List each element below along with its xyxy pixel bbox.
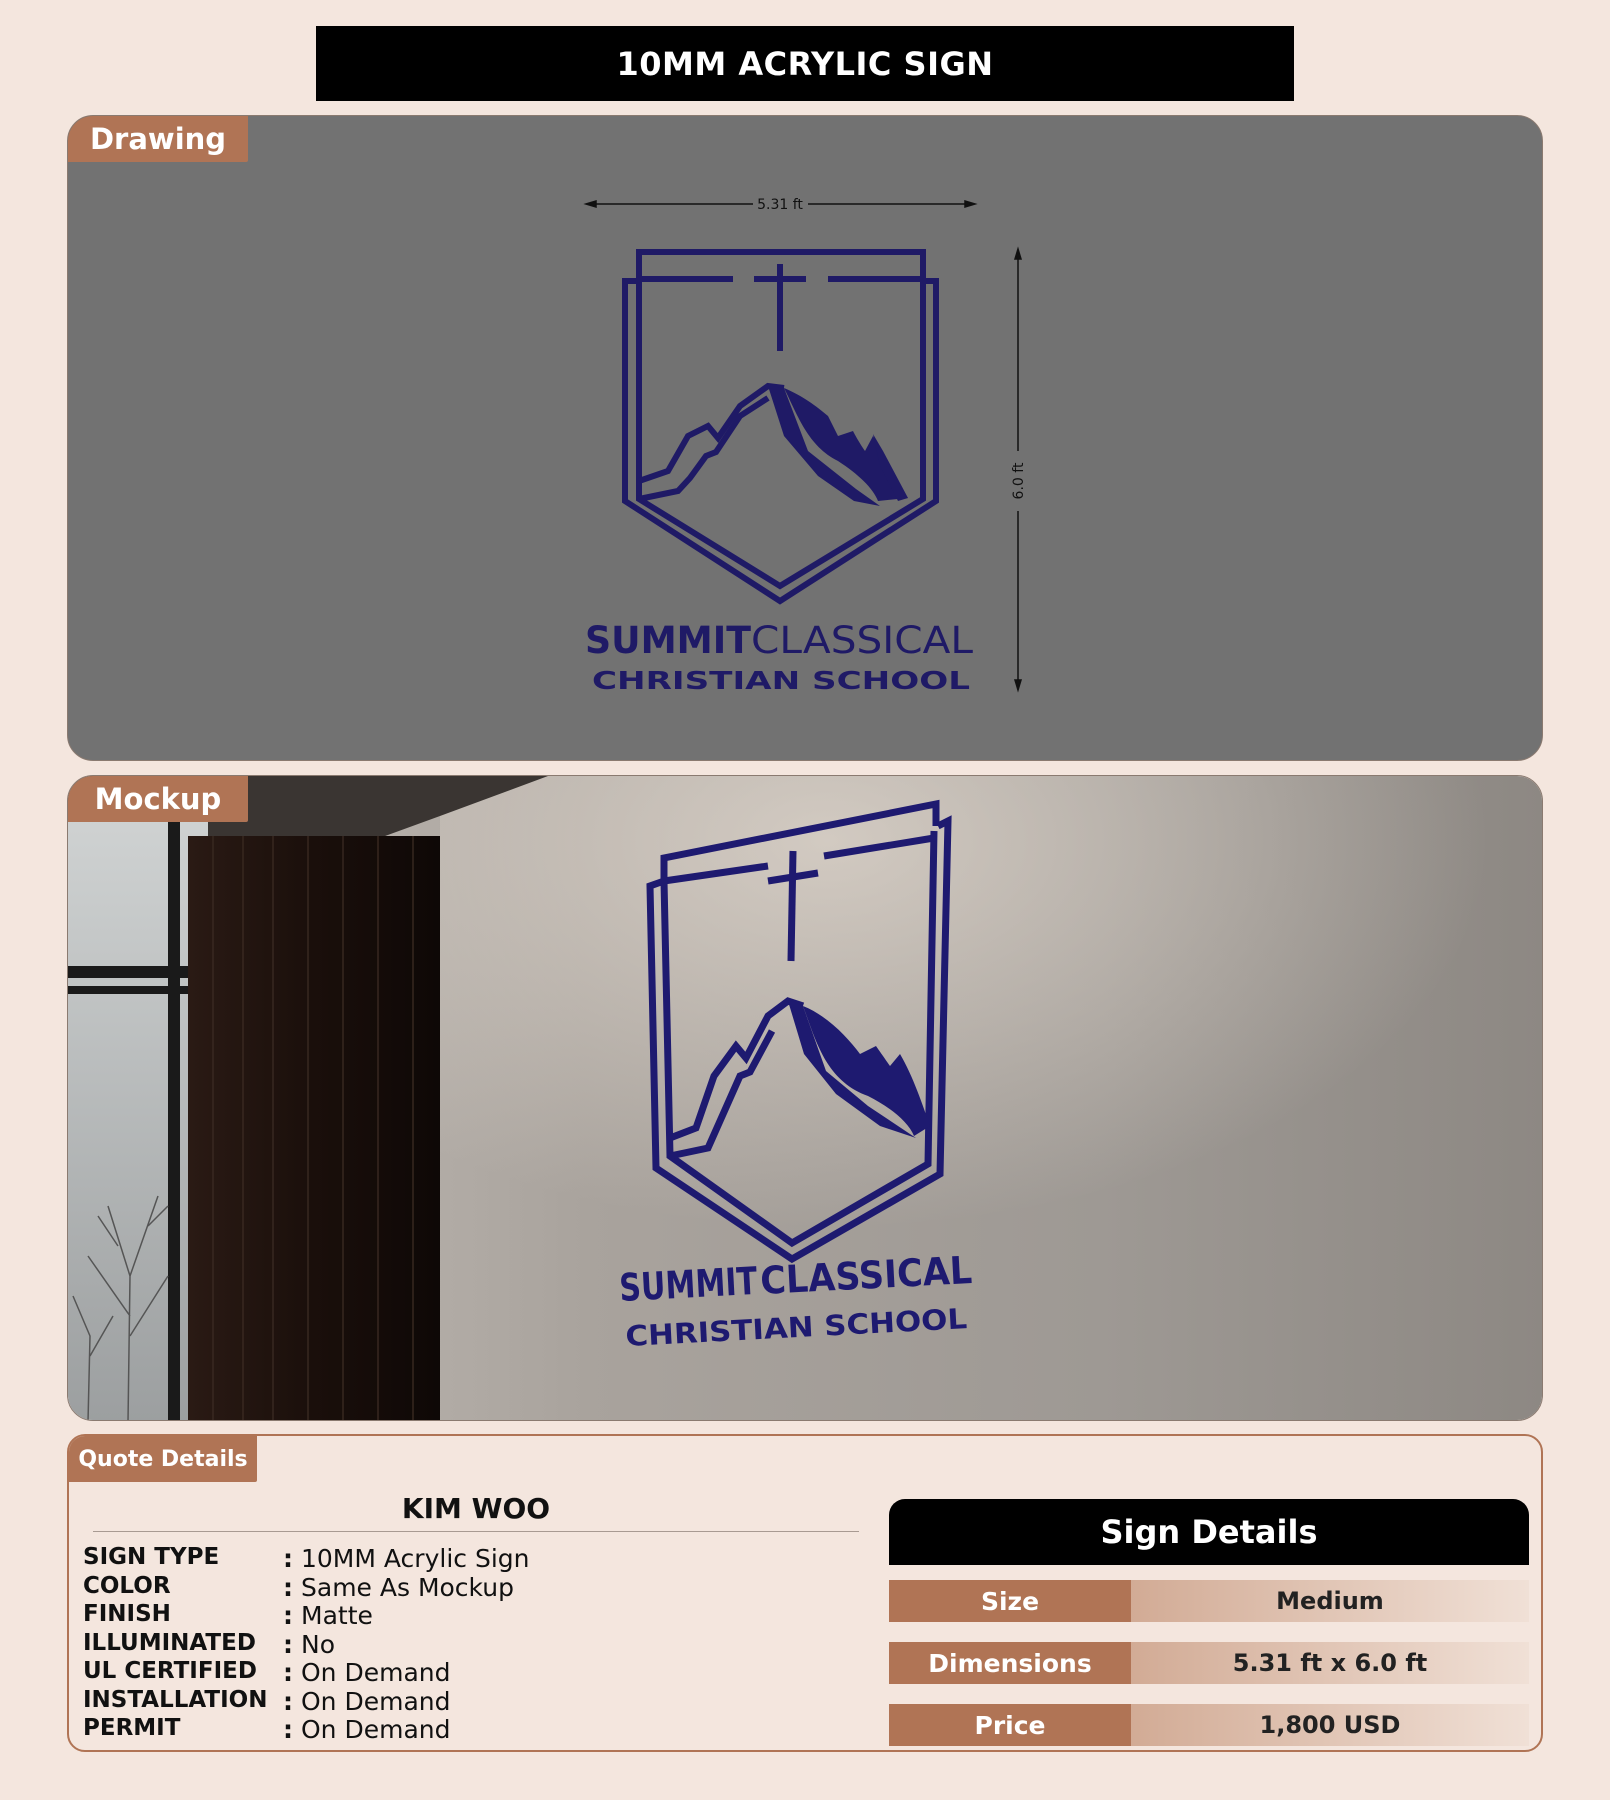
- spec-value: Same As Mockup: [301, 1573, 514, 1602]
- quote-details-panel: [67, 1434, 1543, 1752]
- spec-colon: :: [283, 1573, 293, 1602]
- spec-value: No: [301, 1630, 335, 1659]
- logo-word-summit: SUMMIT: [585, 619, 752, 662]
- spec-colon: :: [283, 1630, 293, 1659]
- spec-label: UL CERTIFIED: [83, 1658, 257, 1684]
- sign-detail-key: Dimensions: [889, 1642, 1131, 1684]
- spec-value: 10MM Acrylic Sign: [301, 1544, 530, 1573]
- sign-detail-value: Medium: [1131, 1580, 1529, 1622]
- mockup-subtitle: CHRISTIAN SCHOOL: [624, 1303, 937, 1353]
- quote-tab-label: Quote Details: [69, 1436, 257, 1482]
- mockup-word-summit: SUMMIT: [618, 1256, 795, 1310]
- sign-detail-row-dimensions: [889, 1642, 1529, 1684]
- spec-value: On Demand: [301, 1658, 451, 1687]
- mountain-peaks: [768, 386, 908, 506]
- width-label: 5.31 ft: [757, 197, 803, 213]
- mockup-scene: [68, 776, 1543, 1421]
- sign-detail-value: 5.31 ft x 6.0 ft: [1131, 1642, 1529, 1684]
- mockup-word-classical: CLASSICAL: [759, 1247, 992, 1303]
- spec-value: Matte: [301, 1601, 373, 1630]
- sign-details-title: Sign Details: [889, 1499, 1529, 1565]
- spec-colon: :: [283, 1544, 293, 1573]
- sign-detail-row-size: [889, 1580, 1529, 1622]
- sign-detail-value: 1,800 USD: [1131, 1704, 1529, 1746]
- logo-subtitle: CHRISTIAN SCHOOL: [592, 666, 971, 695]
- logo-emblem: [625, 252, 936, 601]
- spec-colon: :: [283, 1658, 293, 1687]
- spec-label: PERMIT: [83, 1715, 181, 1741]
- mockup-panel: [67, 775, 1543, 1421]
- spec-value: On Demand: [301, 1715, 451, 1744]
- window: [68, 816, 208, 1421]
- sign-detail-row-price: [889, 1704, 1529, 1746]
- height-label: 6.0 ft: [1011, 462, 1027, 500]
- spec-label: SIGN TYPE: [83, 1544, 220, 1570]
- logo-word-classical: CLASSICAL: [751, 619, 974, 662]
- client-name: KIM WOO: [401, 1492, 551, 1525]
- spec-label: FINISH: [83, 1601, 171, 1627]
- drawing-tab-label: Drawing: [68, 116, 248, 162]
- divider: [93, 1531, 859, 1532]
- spec-label: INSTALLATION: [83, 1687, 268, 1713]
- page-title: 10MM ACRYLIC SIGN: [316, 26, 1294, 101]
- drawing-canvas: [68, 116, 1543, 761]
- spec-label: ILLUMINATED: [83, 1630, 256, 1656]
- spec-colon: :: [283, 1601, 293, 1630]
- mockup-tab-label: Mockup: [68, 776, 248, 822]
- spec-colon: :: [283, 1687, 293, 1716]
- sign-detail-key: Price: [889, 1704, 1131, 1746]
- spec-value: On Demand: [301, 1687, 451, 1716]
- drawing-panel: [67, 115, 1543, 761]
- curtain: [188, 836, 440, 1421]
- spec-colon: :: [283, 1715, 293, 1744]
- logo-text: [585, 619, 973, 695]
- sign-detail-key: Size: [889, 1580, 1131, 1622]
- spec-label: COLOR: [83, 1573, 171, 1599]
